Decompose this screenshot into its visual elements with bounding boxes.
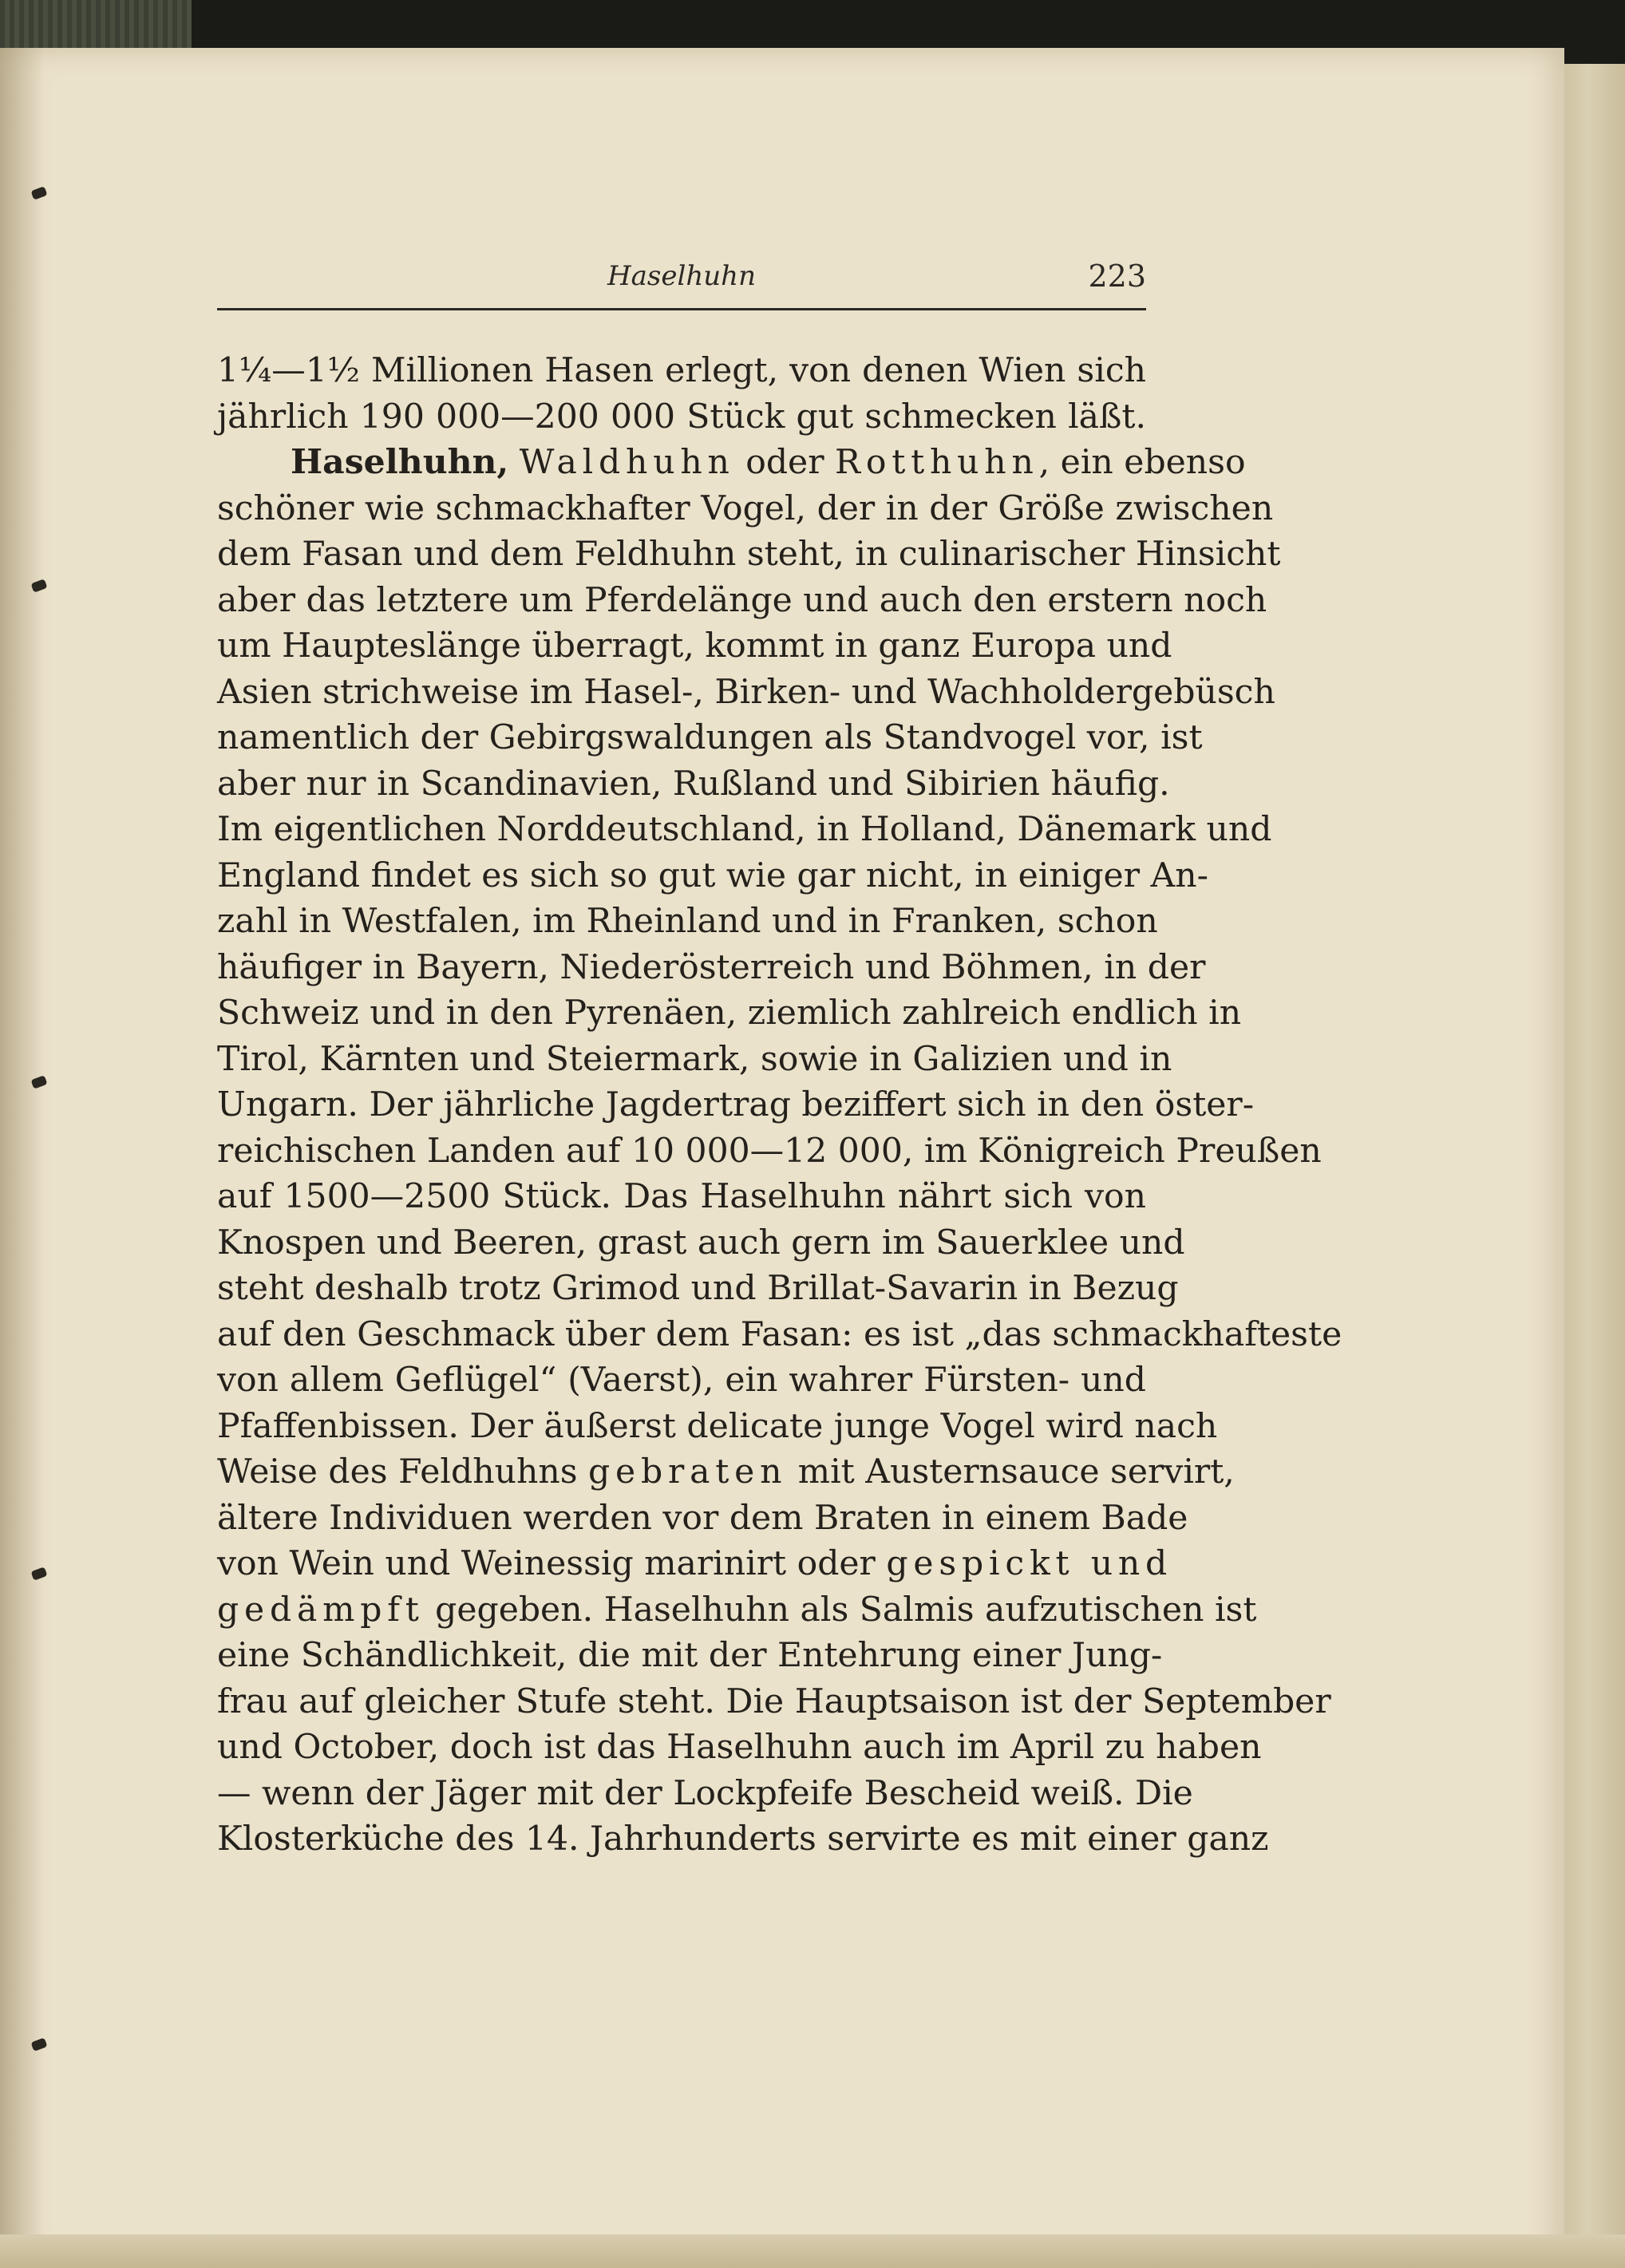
text-line: auf den Geschmack über dem Fasan: es ist „das schmackhafteste bbox=[217, 1314, 1342, 1354]
text-line: Schweiz und in den Pyrenäen, ziemlich zahlreich endlich in bbox=[217, 994, 1242, 1033]
text-line: namentlich der Gebirgswaldungen als Standvogel vor, ist bbox=[217, 718, 1203, 757]
text-line: Pfaffenbissen. Der äußerst delicate junge Vogel wird nach bbox=[217, 1406, 1218, 1446]
text-line: gedämpft gegeben. Haselhuhn als Salmis aufzutischen ist bbox=[217, 1590, 1257, 1630]
text-line: auf 1500—2500 Stück. Das Haselhuhn nährt sich von bbox=[217, 1177, 1146, 1216]
page-gutter-shadow bbox=[0, 48, 45, 2234]
running-title: Haselhuhn bbox=[607, 260, 756, 292]
text-line: steht deshalb trotz Grimod und Brillat-Savarin in Bezug bbox=[217, 1269, 1179, 1308]
page-header bbox=[217, 255, 1146, 310]
entry-headword: Haselhuhn, bbox=[291, 442, 509, 482]
text-line: eine Schändlichkeit, die mit der Entehrung einer Jung- bbox=[217, 1636, 1163, 1675]
text-line: von Wein und Weinessig marinirt oder gespickt und bbox=[217, 1544, 1173, 1583]
text-line: reichischen Landen auf 10 000—12 000, im Königreich Preußen bbox=[217, 1131, 1322, 1171]
text-line: England findet es sich so gut wie gar nicht, in einiger An- bbox=[217, 855, 1208, 895]
text-line: Haselhuhn, Waldhuhn oder Rotthuhn, ein ebenso bbox=[291, 442, 1246, 482]
text-line: schöner wie schmackhafter Vogel, der in der Größe zwischen bbox=[217, 488, 1274, 528]
text-line: aber nur in Scandinavien, Rußland und Sibirien häufig. bbox=[217, 764, 1170, 804]
text-line: aber das letztere um Pferdelänge und auch den erstern noch bbox=[217, 580, 1267, 620]
text-line: Weise des Feldhuhns gebraten mit Austernsauce servirt, bbox=[217, 1452, 1235, 1492]
text-line: jährlich 190 000—200 000 Stück gut schmecken läßt. bbox=[217, 397, 1146, 437]
text-line: von allem Geflügel“ (Vaerst), ein wahrer Fürsten- und bbox=[217, 1361, 1146, 1400]
text-line: zahl in Westfalen, im Rheinland und in Franken, schon bbox=[217, 902, 1158, 941]
text-line: dem Fasan und dem Feldhuhn steht, in culinarischer Hinsicht bbox=[217, 535, 1281, 574]
page-stack-edge-bottom bbox=[0, 2234, 1625, 2268]
text-line: Asien strichweise im Hasel-, Birken- und Wachholdergebüsch bbox=[217, 672, 1275, 712]
text-line: Im eigentlichen Norddeutschland, in Holland, Dänemark und bbox=[217, 810, 1272, 849]
body-text bbox=[217, 348, 1342, 1863]
page-number: 223 bbox=[1088, 259, 1146, 294]
text-line: — wenn der Jäger mit der Lockpfeife Bescheid weiß. Die bbox=[217, 1773, 1193, 1813]
text-line: Knospen und Beeren, grast auch gern im Sauerklee und bbox=[217, 1223, 1185, 1262]
text-line: häufiger in Bayern, Niederösterreich und Böhmen, in der bbox=[217, 947, 1206, 987]
text-line: Ungarn. Der jährliche Jagdertrag beziffert sich in den öster- bbox=[217, 1085, 1255, 1124]
text-line: Klosterküche des 14. Jahrhunderts servirte es mit einer ganz bbox=[217, 1820, 1269, 1859]
text-line: 1¼—1½ Millionen Hasen erlegt, von denen Wien sich bbox=[217, 351, 1146, 390]
text-line: frau auf gleicher Stufe steht. Die Hauptsaison ist der September bbox=[217, 1681, 1331, 1721]
text-line: Tirol, Kärnten und Steiermark, sowie in Galizien und in bbox=[217, 1039, 1172, 1079]
text-line: und October, doch ist das Haselhuhn auch im April zu haben bbox=[217, 1728, 1262, 1767]
text-line: ältere Individuen werden vor dem Braten in einem Bade bbox=[217, 1498, 1188, 1538]
page-stack-edge-right bbox=[1564, 64, 1625, 2268]
text-line: um Hauptеslänge überragt, kommt in ganz Europa und bbox=[217, 626, 1172, 666]
